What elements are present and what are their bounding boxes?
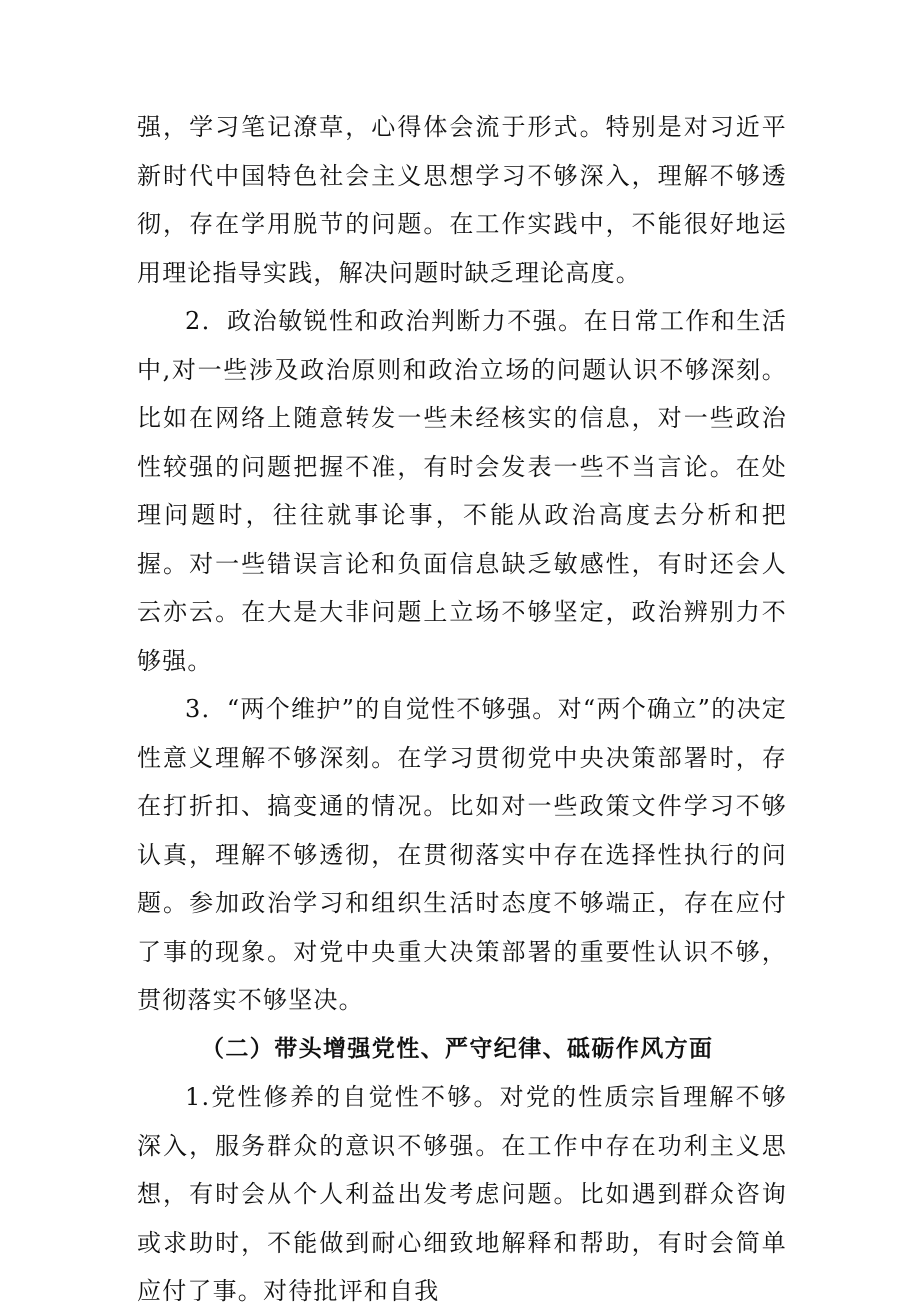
paragraph-item-3: 3．“两个维护”的自觉性不够强。对“两个确立”的决定性意义理解不够深刻。在学习贯彻党中央决策部署时，存在打折扣、搞变通的情况。比如对一些政策文件学习不够认真，理解不够透彻，在贯彻落实中存在选择性执行的问题。参加政治学习和组织生活时态度不够端正，存在应付了事的现象。对党中央重大决策部署的重要性认识不够，贯彻落实不够坚决。 [137,695,787,1014]
paragraph-continuation: 强，学习笔记潦草，心得体会流于形式。特别是对习近平新时代中国特色社会主义思想学习不够深入，理解不够透彻，存在学用脱节的问题。在工作实践中，不能很好地运用理论指导实践，解决问题时缺乏理论高度。 [137,113,787,287]
document-body [137,103,787,1316]
paragraph-item-1: 1.党性修养的自觉性不够。对党的性质宗旨理解不够深入，服务群众的意识不够强。在工作中存在功利主义思想，有时会从个人利益出发考虑问题。比如遇到群众咨询或求助时，不能做到耐心细致地解释和帮助，有时会简单应付了事。对待批评和自我 [137,1083,787,1305]
section-heading: （二）带头增强党性、严守纪律、砥砺作风方面 [201,1035,714,1062]
paragraph-item-2: 2．政治敏锐性和政治判断力不强。在日常工作和生活中,对一些涉及政治原则和政治立场的问题认识不够深刻。比如在网络上随意转发一些未经核实的信息，对一些政治性较强的问题把握不准，有时会发表一些不当言论。在处理问题时，往往就事论事，不能从政治高度去分析和把握。对一些错误言论和负面信息缺乏敏感性，有时还会人云亦云。在大是大非问题上立场不够坚定，政治辨别力不够强。 [137,307,787,675]
